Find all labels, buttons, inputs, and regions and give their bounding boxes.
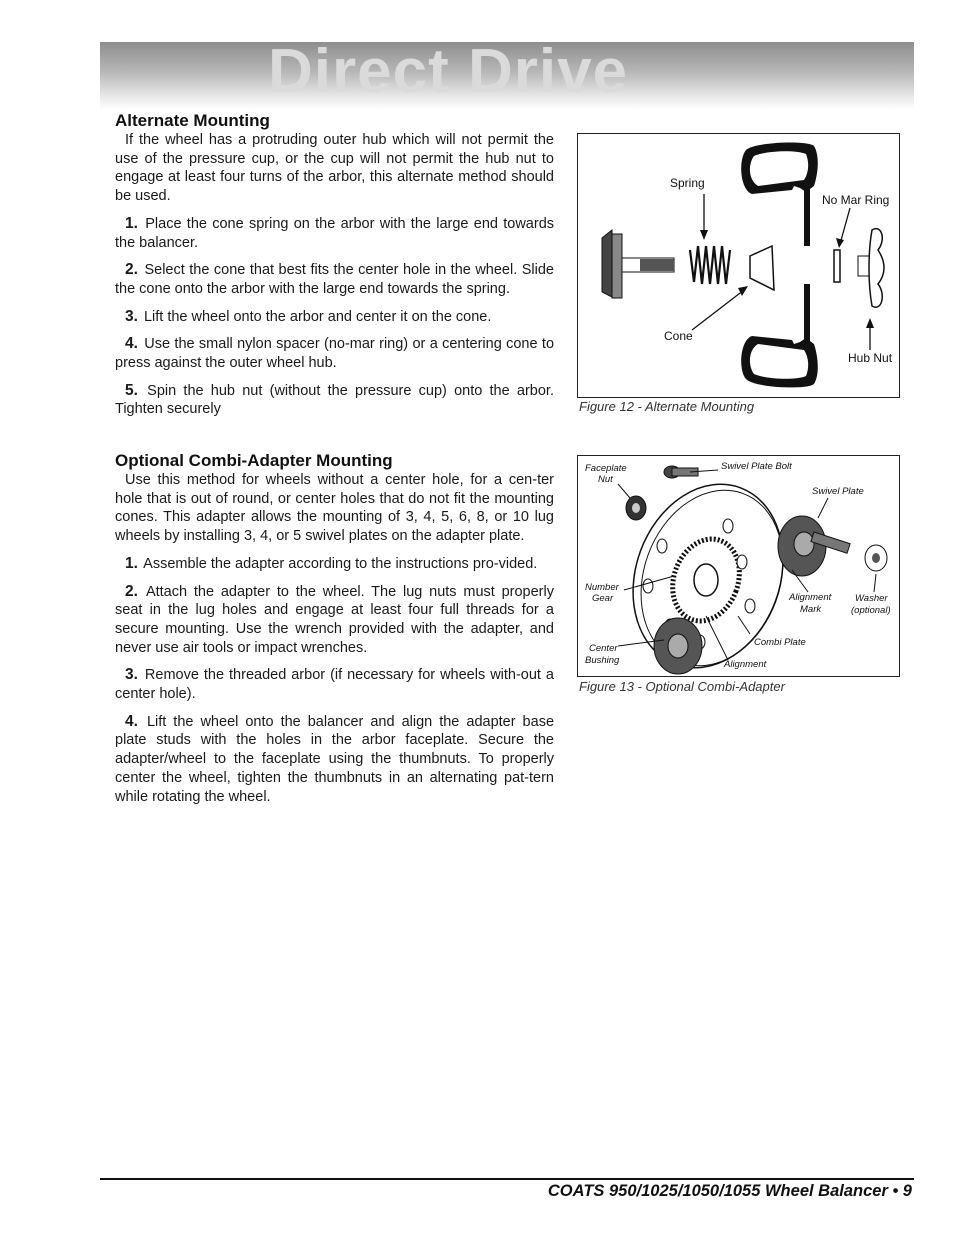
- alternate-heading: Alternate Mounting: [115, 111, 270, 130]
- label-center: Center: [589, 643, 618, 654]
- label-combi-plate: Combi Plate: [754, 637, 806, 648]
- header-band: [100, 42, 914, 110]
- label-alignment-mark-2: Mark: [800, 604, 822, 615]
- label-faceplate-nut: Nut: [598, 474, 613, 485]
- footer-text: COATS 950/1025/1050/1055 Wheel Balancer • 9: [547, 1182, 912, 1200]
- header-title: Direct Drive: [268, 42, 629, 106]
- label-spring: Spring: [670, 176, 705, 190]
- label-swivel-plate-bolt: Swivel Plate Bolt: [721, 461, 792, 472]
- alternate-step-3: 3. Lift the wheel onto the arbor and center it on the cone.: [125, 307, 492, 325]
- alternate-step-1: 1. Place the cone spring on the arbor with the large end towards the balancer.: [115, 214, 555, 251]
- figure-12-alternate-mounting: [577, 133, 900, 398]
- figure-12-illustration: [578, 134, 899, 397]
- hub-nut-shape: [858, 229, 884, 308]
- combi-step-2: 2. Attach the adapter to the wheel. The lug nuts must properly seat in the lug holes and engage at least four full threads for a secure mounting. Use the wrench provided with the adapter, and never use air tools or impact wrenches.: [115, 582, 554, 656]
- label-washer: Washer: [855, 593, 888, 604]
- alternate-mounting-section: [115, 111, 554, 428]
- alternate-step-2: 2. Select the cone that best fits the center hole in the wheel. Slide the cone onto the arbor with the large end towards the spring.: [115, 261, 554, 297]
- combi-heading: Optional Combi-Adapter Mounting: [115, 451, 393, 470]
- figure-13-caption: Figure 13 - Optional Combi-Adapter: [579, 679, 785, 694]
- label-center-bushing: Bushing: [585, 655, 620, 666]
- combi-step-1: 1. Assemble the adapter according to the instructions pro-vided.: [125, 554, 538, 572]
- alternate-step-5: 5. Spin the hub nut (without the pressure cup) onto the arbor. Tighten securely: [115, 381, 554, 418]
- combi-adapter-section: [115, 451, 554, 815]
- label-number: Number: [585, 582, 619, 593]
- label-washer-optional: (optional): [851, 605, 891, 616]
- figure-12-caption: Figure 12 - Alternate Mounting: [579, 399, 755, 414]
- combi-intro: Use this method for wheels without a center hole, for a cen-ter hole that is out of round, or center holes that do not fit the mounting cones. This adapter allows the mounting of 3, 4, 5, 6, 8, or 10 lug wheels by installing 3, 4, or 5 swivel plates on the adapter plate.: [115, 472, 554, 545]
- label-number-gear: Gear: [592, 593, 614, 604]
- label-alignment: Alignment: [724, 659, 767, 670]
- footer-rule: [100, 1178, 914, 1180]
- combi-step-4: 4. Lift the wheel onto the balancer and align the adapter base plate studs with the holes in the arbor faceplate. Secure the adapter/wheel to the faceplate using the thumbnuts. To properly center the wheel, tighten the thumbnuts in an alternating pat-tern while rotating the wheel.: [115, 712, 555, 805]
- label-faceplate: Faceplate: [585, 463, 627, 474]
- faceplate-nut-shape: [626, 496, 646, 520]
- arbor-shaft: [602, 230, 674, 298]
- label-no-mar-ring: No Mar Ring: [822, 193, 890, 207]
- cone-shape: [750, 246, 774, 290]
- combi-step-3: 3. Remove the threaded arbor (if necessary for wheels with-out a center hole).: [115, 666, 554, 703]
- alternate-step-4: 4. Use the small nylon spacer (no-mar ring) or a centering cone to press against the outer wheel hub.: [115, 335, 555, 372]
- washer-shape: [865, 545, 887, 571]
- label-cone: Cone: [664, 329, 693, 343]
- spring-coil: [690, 246, 730, 284]
- figure-13-illustration: [578, 456, 899, 676]
- label-hub-nut: Hub Nut: [848, 351, 893, 365]
- alternate-intro: If the wheel has a protruding outer hub which will not permit the use of the pressure cup, or the cup will not permit the hub nut to engage at least four turns of the arbor, this alternate method should be used.: [115, 132, 554, 205]
- label-swivel-plate: Swivel Plate: [812, 486, 864, 497]
- bottom-swivel-plate-shape: [654, 618, 702, 674]
- figure-13-combi-adapter: [577, 455, 900, 677]
- swivel-plate-shape: [778, 516, 850, 576]
- no-mar-ring-shape: [834, 250, 840, 282]
- label-alignment-mark-1: Alignment: [789, 592, 832, 603]
